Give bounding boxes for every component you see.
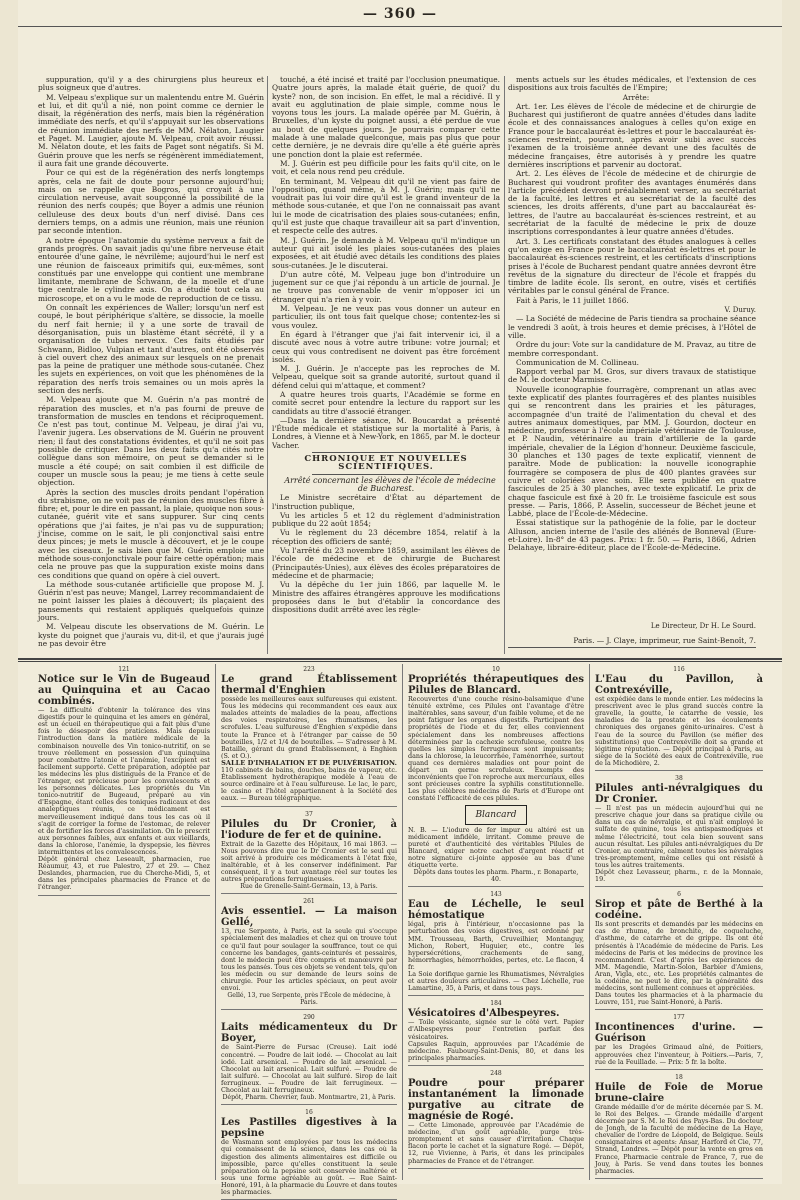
paragraph: suppuration, qu'il y a des chirurgiens plus heureux et plus soigneux que d'autres. [38,75,264,93]
advertisement [408,889,584,996]
ad-number: 37 [305,810,313,818]
article-column-2 [272,76,500,654]
ad-title: Vésicatoires d'Albespeyres. [408,1008,560,1020]
ad-title: Huile de Foie de Morue brune-claire [595,1081,763,1104]
paragraph: —Dans la dernière séance, M. Boucardat a présenté l'Étude médicale et statistique sur la mortalité à Paris, à Londres, à Vienne et à New-York, en 1865, par M. le docteur Vacher. [272,415,500,450]
paragraph: La méthode sous-cutanée artificielle que propose M. J. Guérin n'est pas neuve; Mangel, Larrey recommandaient de ne point laisser les plaies à découvert; ils plaçaient des pansements qui restaient appliqués quelquefois quinze jours. [38,579,264,622]
advertisement [595,889,763,1010]
ad-address: Dépôt, Pharm. Chevrier, faub. Montmartre, 21, à Paris. [222,1094,396,1102]
advertisement [595,1012,763,1069]
ad-body: — La difficulté d'obtenir la tolérance des vins digestifs pour le quinquina et les amers en général, est un écueil en thérapeutique qui a fait plus d'une fois le désespoir des praticiens. Mais depuis l'introduction dans la matière médicale de la combinaison nouvelle des Vin tonico-nutritif, on se trouve réellement en possession d'un quinquina pour combattre l'atonie et l'anémie, l'excipient est facilement supporté. Cette préparation, adoptée par les médecins les plus distingués de la France et de l'étranger, est précieuse pour les convalescents et les personnes délicates. Les propriétés du Vin tonico-nutritif de Bugeaud, préparé au vin d'Espagne, étant celles des toniques radicaux et des analeptiques réunis, ce médicament est merveilleusement indiqué dans tous les cas où il s'agit de corriger la forme de l'estomac, de relever et de fortifier les forces d'assimilation. On le prescrit aux personnes faibles, aux enfants et aux vieillards, dans la chlorose, l'anémie, la dyspepsie, les fièvres intermittentes et les convalescences. [38,706,210,856]
ad-title: Propriétés thérapeutiques des Pilules de Blancard. [408,674,584,697]
ad-body: possède les meilleures eaux sulfureuses qui existent. Tous les médecins qui recommandent ces eaux aux malades atteints de maladies de la peau, affections des voies respiratoires, les rhumatismes, les scrofules. L'eau sulfureuse d'Enghien s'expédie dans toute la France et à l'étranger par caisse de 50 bouteilles, 1/2 et 1/4 de bouteilles. — S'adresser à M. Bataille, gérant du grand Établissement, à Enghien (S. et O.). [221,695,397,760]
ad-body: légal, pris à l'intérieur, n'occasionne pas la perturbation des voies digestives, est ordonné par MM. Trousseau, Barth, Cruveilhier, Montanguy, Michon, Robert, Huguier, etc., contre les hypersécrétions, crachements de sang, hémorrhagies, hémorrhoïdes, pertes, etc. Le flacon, 4 fr. [408,920,584,971]
article-column-3 [508,76,756,620]
ad-number: 10 [492,666,500,673]
ad-body: est expédiée dans le monde entier. Les médecins la prescrivent avec le plus grand succès contre la gravelle, la goutte, le catarrhe de vessie, les maladies de la prostate et les écoulements chroniques des organes génito-urinaires. C'est à l'eau de la source du Pavillon (se méfier des substitutions) que Contrexéville doit sa grande et légitime réputation. — Dépôt principal à Paris, au siège de la Société des eaux de Contrexéville, rue de la Michodière, 2. [595,695,763,767]
ad-title: Sirop et pâte de Berthé à la codéine. [595,899,763,922]
advertisement [38,664,210,896]
ad-address: Dans toutes les pharmacies et à la pharmacie du Louvre, 151, rue Saint-Honoré, à Paris. [595,991,763,1007]
paragraph: Essai statistique sur la pathogénie de la folie, par le docteur Alluson, ancien interne de l'asile des aliénés de Bonneval (Eure-et-Loire). In-8° de 43 pages. Prix: 1 fr. 50. — Paris, 1866, Adrien Delahaye, libraire-éditeur, place de l'École-de-Médecine. [508,518,756,553]
ad-body: 110 cabinets de bains, douches, bains de vapeur, etc. Établissement hydrothérapique modèle à l'eau de source ordinaire et à l'eau sulfureuse. Le lac, le parc, le casino et l'hôtel appartiennent à la Société des eaux. — Bureau télégraphique. [221,766,397,803]
ad-title: Poudre pour préparer instantanément la limonade purgative au citrate de magnésie de Rogé. [408,1078,584,1123]
ads-column-3 [408,664,584,1180]
director-line: Le Directeur, Dr H. Le Sourd. [650,622,756,630]
ad-title: Avis essentiel. — La maison Gellé, [221,906,397,929]
advertisement [221,1107,397,1200]
ad-body: Recouvertes d'une couche résino-balsamique d'une ténuité extrême, ces Pilules ont l'avantage d'être inaltérables, sans saveur, d'un faible volume, et de ne point fatiguer les organes digestifs. Participant des propriétés de l'iode et du fer, elles conviennent spécialement dans les nombreuses affections déterminées par la cachexie scrofuleuse, contre les quelles les simples ferrugineux sont impuissants; dans la chlorose, la leucorrhée, l'aménorrhée, surtout quand ces dernières maladies ont pour point de départ un germe scrofuleux. Exempts des inconvénients que l'on reproche aux mercuriaux, elles sont précieuses contre la syphilis constitutionnelle. Les plus célèbres médecins de Paris et d'Europe ont constaté l'efficacité de ces pilules. [408,695,584,803]
paragraph: ments actuels sur les études médicales, et l'extension de ces dispositions aux trois facultés de l'Empire; [508,75,756,93]
paragraph: Vu le règlement du 23 décembre 1854, relatif à la réception des officiers de santé; [272,528,500,546]
paragraph: M. J. Guérin est peu difficile pour les faits qu'il cite, on le voit, et cela nous rend peu crédule. [272,158,500,177]
column-divider [402,664,403,1180]
ad-number: 16 [305,1109,313,1117]
paragraph: A quatre heures trois quarts, l'Académie se forme en comité secret pour entendre la lecture du rapport sur les candidats au titre d'associé étranger. [272,389,500,416]
paragraph: D'un autre côté, M. Velpeau juge bon d'introduire un jugement sur ce que j'ai répondu à un article de journal. Je ne trouve pas convenable de venir m'opposer ici un étranger qui n'a rien à y voir. [272,269,500,304]
ad-body: par les Dragées Grimaud aîné, de Poitiers, approuvées chez l'inventeur, à Poitiers.—Paris, 7, rue de la Feuillade. — Prix: 5 fr. la boîte. [595,1043,763,1066]
ad-body: — Cette Limonade, approuvée par l'Académie de médecine, d'un goût agréable, purge très-promptement et sans causer d'irritation. Chaque flacon porte le cachet et la signature Rogé. — Dépôt, 12, rue Vivienne, à Paris, et dans les principales pharmacies de France et de l'étranger. [408,1121,584,1165]
ad-title: Pilules anti-névralgiques du Dr Cronier. [595,783,763,806]
section-divider [18,658,782,660]
ad-number: 290 [303,1014,315,1022]
advertisement [221,664,397,807]
ad-title: Incontinences d'urine. — Guérison [595,1022,763,1045]
paragraph: En égard à l'étranger que j'ai fait intervenir ici, il a discuté avec nous à votre autre tribune: votre journal; et ceux qui vous contredisent ne doivent pas être forcément isolés. [272,329,500,364]
ad-address: Dépôts dans toutes les pharm. Pharm., r. Bonaparte, 40. [413,869,579,884]
paragraph: Fait à Paris, le 11 juillet 1866. [516,295,629,305]
ad-address: La Soie dorifique garnie les Rhumatismes, Névralgies et autres douleurs articulaires. — Chez Léchelle, rue Lamartine, 35, à Paris, et dans tous pays. [408,970,584,993]
paragraph: En terminant, M. Velpeau dit qu'il ne vient pas faire de l'opposition, quand même, à M. J. Guérin; mais qu'il ne voudrait pas lui voir dire qu'il est le grand inventeur de la méthode sous-cutanée, et que l'on ne connaissait pas avant lui le mode de cicatrisation des plaies sous-cutanées; enfin, qu'il est juste que chaque travailleur ait sa part d'invention, et respecte celle des autres. [272,176,500,236]
ad-address: Rue de Grenelle-Saint-Germain, 13, à Paris. [240,883,378,891]
ad-number: 121 [118,666,130,673]
paragraph: Arrête: [622,92,650,102]
column-divider [589,664,590,1180]
advertisement [221,809,397,895]
paragraph: — La Société de médecine de Paris tiendra sa prochaine séance le vendredi 3 août, à trois heures et demie précises, à l'Hôtel de ville. [508,314,756,340]
paragraph: Art. 1er. Les élèves de l'école de médecine et de chirurgie de Bucharest qui justifieront de quatre années d'études dans ladite école et des connaissances analogues à celles qu'on exige en France pour le baccalauréat ès-lettres et pour le baccalauréat ès-sciences restreint, pourront, après avoir subi avec succès l'examen de la troisième année devant une des facultés de médecine françaises, être autorisés à y prendre les quatre dernières inscriptions et parvenir au doctorat. [508,101,756,169]
column-divider [267,76,268,654]
arrete-title: Arrêté concernant les élèves de l'école de médecine de Bucharest. [284,475,496,493]
ad-number: 223 [303,666,315,673]
top-rule [18,26,782,27]
ad-number: 38 [675,775,683,783]
paragraph: A notre époque l'anatomie du système nerveux a fait de grands progrès. On savait jadis qu'une fibre nerveuse était entourée d'une gaîne, le névrilème; aujourd'hui le nerf est une réunion de faisceaux primitifs qui, eux-mêmes, sont constitués par une enveloppe qui contient une membrane limitante, membrane de Schwann, de la moelle et d'une tige centrale le cylindre axis. On a étudié tout cela au microscope, et on a vu le mode de reproduction de ce tissu. [38,235,264,303]
paragraph: M. J. Guérin. Je demande à M. Velpeau qu'il m'indique un auteur qui ait isolé les plaies sous-cutanées des plaies exposées, et ait étudié avec détails les conditions des plaies sous-cutanées. Je le discuterai. [272,235,500,270]
ads-column-2 [221,664,397,1196]
ad-title: Eau de Léchelle, le seul hémostatique [408,899,584,922]
page-number: — 360 — [363,6,437,22]
paragraph: Communication de M. Collineau. [516,357,640,367]
paragraph: Art. 3. Les certificats constatant des études analogues à celles qu'on exige en France pour le baccalauréat ès-lettres et pour le baccalauréat ès-sciences restreint, et les certificats d'inscriptions prises à l'école de Bucharest pendant quatre années devront être revêtus de la signature du directeur de l'école et frappés du timbre de ladite école. Ils seront, en outre, visés et certifiés véritables par le consul général de France. [508,236,756,296]
paragraph: Vu les articles 5 et 12 du règlement d'administration publique du 22 août 1854; [272,510,500,529]
paragraph: M. Velpeau ajoute que M. Guérin n'a pas montré de réparation des muscles, et n'a pas fourni de preuve de transformation de muscles en tendons et réciproquement. Ce n'est pas tout, continue M. Velpeau, je dirai j'ai vu, l'avenir jugera. Les observations de M. Guérin ne prouvent rien; il faut des constatations évidentes, et qu'il ne soit pas possible de critiquer. Dans les deux faits qu'a cités notre collègue dans son mémoire, on peut se demander si le muscle a été coupé; on sait combien il est difficile de couper un muscle sous la peau; je me tiens à cette seule objection. [38,395,264,488]
ad-body: Ils sont prescrits et demandés par les médecins en cas de rhume, de bronchite, de coqueluche, d'asthme, de catarrhe et de grippe. Ils ont été présentés à l'Académie de médecine de Paris. Les médecins de Paris et les médecins de province les recommandent. C'est d'après les expériences de MM. Magendie, Martin-Solon, Barbier d'Amiens, Aran, Vigla, etc., etc. Les propriétés calmantes de la codéine, ne peut le dire, par la généralité des médecins, sont nullement connues et appréciées. [595,920,763,993]
paragraph: Vu l'arrêté du 23 novembre 1859, assimilant les élèves de l'école de médecine et de chirurgie de Bucharest (Principautés-Unies), aux élèves des écoles préparatoires de médecine et de pharmacie; [272,546,500,580]
ad-address: Dépôt général chez Leseault, pharmacien, rue Réaumur, 43, et rue Palestro, 27 et 29. — Chez Deslandes, pharmacien, rue du Cherche-Midi, 5, et dans les principales pharmacies de France et de l'étranger. [38,855,210,892]
paragraph: On connaît les expériences de Waller; lorsqu'un nerf est coupé, le bout périphérique s'altère, se dissocie, la moelle du nerf fait hernie; il y a une sorte de travail de désorganisation, puis un blastème étant sécrété, il y a organisation de tubes nerveux. Ces faits étudiés par Schwann, Bidloo, Vulpian et tant d'autres, ont été observés à ciel ouvert chez des animaux sur lesquels on ne prenait pas la peine de pratiquer une méthode sous-cutanée. Chez les sujets en expériences, on voit que les phénomènes de la réparation des nerfs trois semaines ou un mois après la section des nerfs. [38,303,264,395]
section-title: CHRONIQUE ET NOUVELLES SCIENTIFIQUES. [272,452,500,475]
ads-column-4 [595,664,763,1180]
ad-number: 18 [675,1073,683,1081]
paragraph: Rapport verbal par M. Gros, sur divers travaux de statistique de M. le docteur Marmisse. [508,367,756,385]
column-divider [504,76,505,654]
paragraph: Vu la dépêche du 1er juin 1866, par laquelle M. le Ministre des affaires étrangères approuve les modifications proposées dans le but d'établir la concordance des dispositions dudit arrêté avec les règle- [272,580,500,615]
ads-column-1 [38,664,210,1180]
signature: V. Duruy. [724,306,756,315]
ad-number: 6 [677,891,681,899]
ad-body: Extrait de la Gazette des Hôpitaux, 16 mai 1863. — Nous pouvons dire que le Dr Cronier est le seul qui soit arrivé à produire ces médicaments à l'état fixe, inaltérable, et à les conserver indéfiniment. Par conséquent, il y a tout avantage réel sur toutes les autres préparations ferrugineuses. [221,839,397,884]
ad-number: 116 [673,666,685,673]
newspaper-page [18,0,782,1196]
ad-title: Les Pastilles digestives à la pepsine [221,1117,397,1140]
advertisement [408,998,584,1066]
ad-body: de Wasmann sont employées par tous les médecins qui connaissent de la science, dans les cas où la digestion des aliments alimentaires est difficile ou impossible, parce qu'elles constituent la seule préparation où la pepsine soit conservée inaltérée et sous une forme agréable au goût. — Rue Saint-Honoré, 191, à la pharmacie du Louvre et dans toutes les pharmacies. [221,1138,397,1196]
advertisement [595,664,763,771]
ad-body: 13, rue Serpente, à Paris, est la seule qui s'occupe spécialement des maladies et chez qui on trouve tout ce qu'il faut pour soulager la souffrance, tout ce qui concerne les bandages, gants-ceinturés et pessaires, dont le médecin peut être compris et manœuvré par tous les pansés. Tous ces objets se vendent tels, qu'on les médecin ou sur demande de leurs soins de chirurgie. Pour les articles spéciaux, on peut avoir envoi. [221,927,397,993]
paragraph: M. Velpeau s'explique sur un malentendu entre M. Guérin et lui, et dit qu'il a nié, non point comme ce dernier le disait, la régénération des nerfs, mais bien la régénération immédiate des nerfs, et qu'il s'appuyait sur les observations de réunion immédiate des nerfs de MM. Nélaton, Laugier et Paget. M. Laugier, ajoute M. Velpeau, croit avoir réussi. M. Nélaton doute, et les faits de Paget sont négatifs. Si M. Guérin prouve que les nerfs se régénèrent immédiatement, il aura fait une grande découverte. [38,92,264,168]
section-divider [18,661,782,662]
ad-number: 184 [490,1000,502,1008]
paragraph: Nouvelle iconographie fourragère, comprenant un atlas avec texte explicatif des plantes fourragères et des plantes nuisibles qui se rencontrent dans les prairies et les pâturages, accompagnée d'un traité de l'alimentation du cheval et des autres animaux domestiques, par MM. J. Gourdon, docteur en médecine, professeur à l'école impériale vétérinaire de Toulouse, et P. Naudin, vétérinaire au train d'artillerie de la garde impériale, chevalier de la Légion d'honneur. Deuxième fascicule, 30 planches et 130 pages de texte explicatif, viennent de paraître. Mode de publication: la nouvelle iconographie fourragère se composera de plus de 400 plantes gravées sur cuivre et coloriées avec soin. Elle sera publiée en quatre fascicules de 25 à 30 planches, avec texte explicatif. Le prix de chaque fascicule est fixé à 20 fr. Le troisième fascicule est sous presse. — Paris, 1866, P. Asselin, successeur de Béchet jeune et Labbé, place de l'École-de-Médecine. [508,384,756,519]
signature-box: Blancard [465,805,527,825]
ad-number: 177 [673,1014,685,1022]
paragraph: Pour ce qui est de la régénération des nerfs longtemps après, cela ne fait de doute pour personne aujourd'hui; mais on se rappelle que Bogros, qui croyait à une circulation nerveuse, avait soupçonné la possibilité de la réunion des nerfs coupés; que Boyer a admis une réunion celluleuse des deux bouts d'un nerf divisé. Dans ces derniers temps, on a admis une réunion, mais une réunion par seconde intention. [38,168,264,236]
ad-body: — Toile vésicante, signée sur le côté vert. Papier d'Albespeyres pour l'entretien parfait des vésicatoires. [408,1018,584,1041]
ad-address: Gellé, 13, rue Serpente, près l'École de médecine, à Paris. [227,992,391,1007]
advertisement [595,1072,763,1179]
ad-title: Pilules du Dr Cronier, à l'iodure de fer et de quinine. [221,818,397,841]
paragraph: Après la section des muscles droits pendant l'opération du strabisme, on ne voit pas de réunion des muscles fibre à fibre; et, pour le dire en passant, la plaie, quoique non sous-cutanée, guérit vite et sans suppurer. Sur cinq cents opérations que j'ai faites, je n'ai pas vu de suppuration; j'incise, comme on le sait, le pli conjonctival saisi entre deux pinces; je mets le muscle à découvert, et je le coupe avec les ciseaux. Je sais bien que M. Guérin emploie une méthode sous-conjonctivale pour faire cette opération; mais cela ne prouve pas que la suppuration existe moins dans ces conditions que quand on opère à ciel ouvert. [38,487,264,580]
imprint-line: Paris. — J. Claye, imprimeur, rue Saint-Benoît, 7. [508,636,756,648]
ad-title: L'Eau du Pavillon, à Contrexéville, [595,674,763,697]
ad-title: Notice sur le Vin de Bugeaud au Quinquina et au Cacao combinés. [38,674,210,708]
ad-subheading: SALLE D'INHALATION ET DE PULVÉRISATION. [221,758,397,767]
advertisement [595,773,763,887]
paragraph: touché, a été incisé et traité par l'occlusion pneumatique. Quatre jours après, la malade était guérie, de quoi? du kyste? non, de son incision. En effet, le mal a récidivé. Il y avait eu agglutination de plaie simple, comme nous le voyons tous les jours. La malade opérée par M. Guérin, à Bruxelles, d'un kyste du poignet aussi, a été perdue de vue au bout de quelques jours. Je pourrais comparer cette malade à une malade quelconque, mais pas plus que pour cette dernière, je ne devrais dire qu'elle a été guérie après une ponction dont la plaie est refermée. [272,75,500,159]
advertisement [408,1068,584,1169]
paragraph: M. J. Guérin. Je n'accepte pas les reproches de M. Velpeau, quelque soit sa grande autorité, surtout quand il défend celui qui m'attaque, et comment? [272,364,500,390]
advertisement [221,896,397,1010]
ad-address: Capsules Raquin, approuvées par l'Académie de médecine. Faubourg-Saint-Denis, 80, et dans les principales pharmacies. [408,1039,584,1062]
advertisement [408,664,584,887]
ad-number: 261 [303,898,315,906]
paragraph: Ordre du jour: Vote sur la candidature de M. Pravaz, au titre de membre correspondant. [508,340,756,358]
ad-body: Grande médaille d'or de mérite décernée par S. M. le Roi des Belges. — Grande médaille d'argent décernée par S. M. le Roi des Pays-Bas. Du docteur de Jongh, de la faculté de médecine de La Haye, chevalier de l'ordre de Léopold, de Belgique. Seuls consignataires et agents: Ansar, Harford et Cie, 77, Strand, Londres. — Dépôt pour la vente en gros en France, Pharmacie centrale de France, 7, rue de Jouy, à Paris. Se vend dans toutes les bonnes pharmacies. [595,1102,763,1175]
advertisement [221,1012,397,1105]
paragraph: Art. 2. Les élèves de l'école de médecine et de chirurgie de Bucharest qui voudront profiter des avantages énumérés dans l'article précédent devront préalablement verser, au secrétariat de la faculté, les lettres et au secrétariat de la faculté des sciences, les droits afférents, d'une part au baccalauréat ès-lettres, de l'autre au baccalauréat ès-sciences restreint, et au secrétariat de la faculté de médecine le prix de douze inscriptions correspondantes à leur quatre années d'études. [508,169,756,237]
ad-title: Laits médicamenteux du Dr Boyer, [221,1022,397,1045]
ad-number: 248 [490,1069,502,1077]
paragraph: Le Ministre secrétaire d'État au département de l'instruction publique, [272,493,500,511]
ad-body: — Il n'est pas un médecin aujourd'hui qui ne prescrive chaque jour dans sa pratique civile ou dans un cas de névralgie, et qui n'ait employé le sulfate de quinine, tous les antispasmodiques et même l'électricité, tout cela bien souvent sans aucun résultat. Les pilules anti-névralgiques du Dr Cronier, au contraire, calment toutes les névralgies très-promptement, même celles qui ont résisté à tous les autres traitements. [595,804,763,869]
ad-body: N. B. — L'iodure de fer impur ou altéré est un médicament infidèle, irritant. Comme preuve de pureté et d'authenticité des véritables Pilules de Blancard, exiger notre cachet d'argent réactif et notre signature ci-jointe apposée au bas d'une étiquette verte. [408,825,584,869]
article-column-1 [38,76,264,654]
paragraph: M. Velpeau discute les observations de M. Guérin. Le kyste du poignet que j'aurais vu, dit-il, et que j'aurais jugé ne pas devoir être [38,622,264,648]
column-divider [215,664,216,1180]
paragraph: M. Velpeau. Je ne veux pas vous donner un auteur en particulier, ils ont tous fait quelque chose; contentez-les si vous voulez. [272,304,500,330]
ad-body: de Saint-Pierre de Fursac (Creuse). Lait iodé concentré. — Poudre de lait iodé. — Chocolat au lait iodé. Lait arsenical. — Poudre de lait arsenical. — Chocolat au lait arsenical. Lait sulfuré. — Poudre de lait sulfuré. — Chocolat au lait sulfuré. Sirop de lait ferrugineux. — Poudre de lait ferrugineux. — Chocolat au lait ferrugineux. [221,1043,397,1095]
ad-number: 143 [490,891,502,899]
ad-address: Dépôt chez Levasseur, pharm., r. de la Monnaie, 19. [595,867,763,884]
ad-title: Le grand Établissement thermal d'Enghien [221,674,397,697]
